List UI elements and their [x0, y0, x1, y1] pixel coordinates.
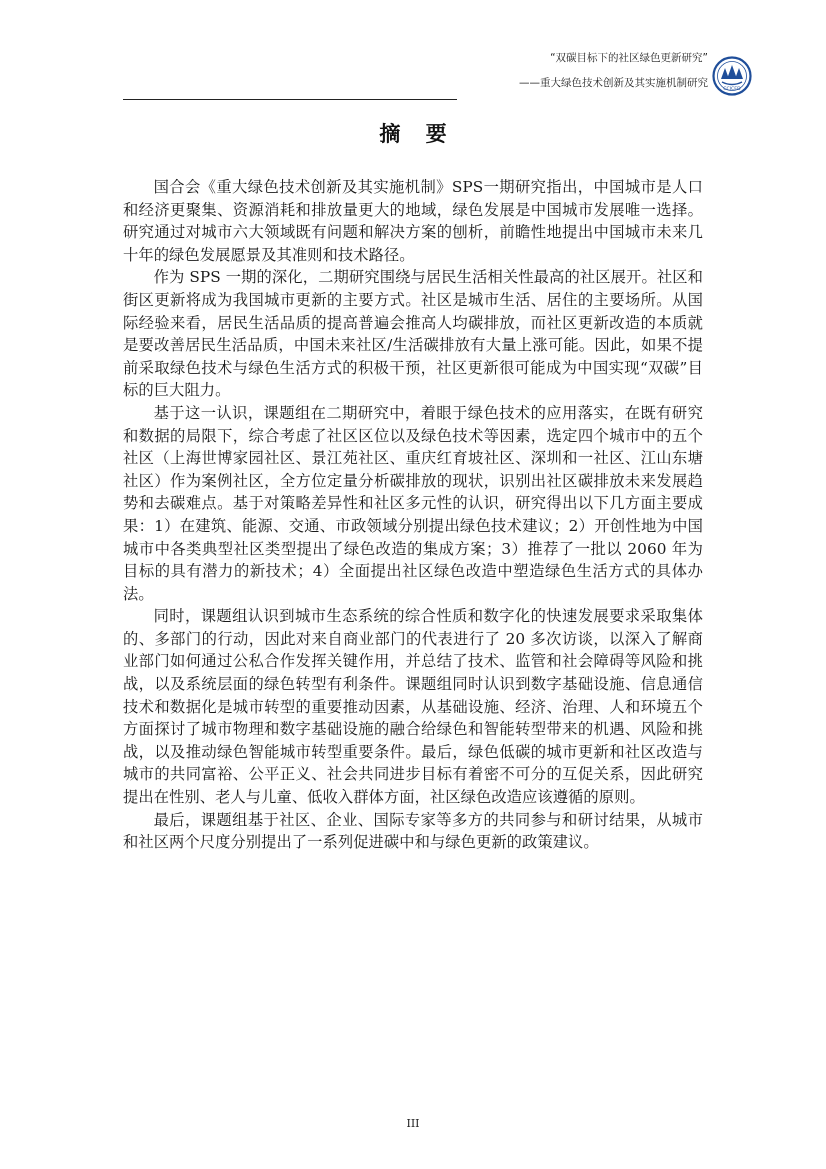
paragraph: 同时，课题组认识到城市生态系统的综合性质和数字化的快速发展要求采取集体的、多部门的行动，因此对来自商业部门的代表进行了 20 多次访谈，以深入了解商业部门如何通过公私合作发挥关键作用，并总结了技术、监管和社会障碍等风险和挑战，以及系统层面的绿色转型有利条件。课题组同时认识到数字基础设施、信息通信技术和数据化是城市转型的重要推动因素，从基础设施、经济、治理、人和环境五个方面探讨了城市物理和数字基础设施的融合给绿色和智能转型带来的机遇、风险和挑战，以及推动绿色智能城市转型重要条件。最后，绿色低碳的城市更新和社区改造与城市的共同富裕、公平正义、社会共同进步目标有着密不可分的互促关系，因此研究提出在性别、老人与儿童、低收入群体方面，社区绿色改造应该遵循的原则。 [123, 607, 703, 807]
header-series-title: “双碳目标下的社区绿色更新研究” [550, 52, 708, 64]
paragraph: 基于这一认识，课题组在二期研究中，着眼于绿色技术的应用落实，在既有研究和数据的局限下，综合考虑了社区区位以及绿色技术等因素，选定四个城市中的五个社区（上海世博家园社区、景江苑社区、重庆红育坡社区、深圳和一社区、江山东塘社区）作为案例社区，全方位定量分析碳排放的现状，识别出社区碳排放未来发展趋势和去碳难点。基于对策略差异性和社区多元性的认识，研究得出以下几方面主要成果：1）在建筑、能源、交通、市政领域分别提出绿色技术建议；2）开创性地为中国城市中各类典型社区类型提出了绿色改造的集成方案；3）推荐了一批以 2060 年为目标的具有潜力的新技术；4）全面提出社区绿色改造中塑造绿色生活方式的具体办法。 [123, 403, 703, 603]
paragraph: 国合会《重大绿色技术创新及其实施机制》SPS一期研究指出，中国城市是人口和经济更聚集、资源消耗和排放量更大的地域，绿色发展是中国城市发展唯一选择。研究通过对城市六大领域既有问题和解决方案的刨析，前瞻性地提出中国城市未来几十年的绿色发展愿景及其准则和技术路径。 [123, 178, 703, 264]
header-rule [123, 99, 457, 100]
header-subtitle: ——重大绿色技术创新及其实施机制研究 [519, 77, 708, 89]
page-number: III [406, 1117, 420, 1130]
paragraph: 作为 SPS 一期的深化，二期研究围绕与居民生活相关性最高的社区展开。社区和街区更新将成为我国城市更新的主要方式。社区是城市生活、居住的主要场所。从国际经验来看，居民生活品质的提高普遍会推高人均碳排放，而社区更新改造的本质就是要改善居民生活品质，中国未来社区/生活碳排放有大量上涨可能。因此，如果不提前采取绿色技术与绿色生活方式的积极干预，社区更新很可能成为中国实现“双碳”目标的巨大阻力。 [123, 268, 703, 400]
svg-text:CCICED: CCICED [723, 87, 741, 92]
abstract-body [123, 176, 703, 854]
page-title: 摘 要 [379, 122, 456, 146]
paragraph: 最后，课题组基于社区、企业、国际专家等多方的共同参与和研讨结果，从城市和社区两个尺度分别提出了一系列促进碳中和与绿色更新的政策建议。 [123, 810, 703, 852]
cciced-logo [712, 56, 752, 96]
